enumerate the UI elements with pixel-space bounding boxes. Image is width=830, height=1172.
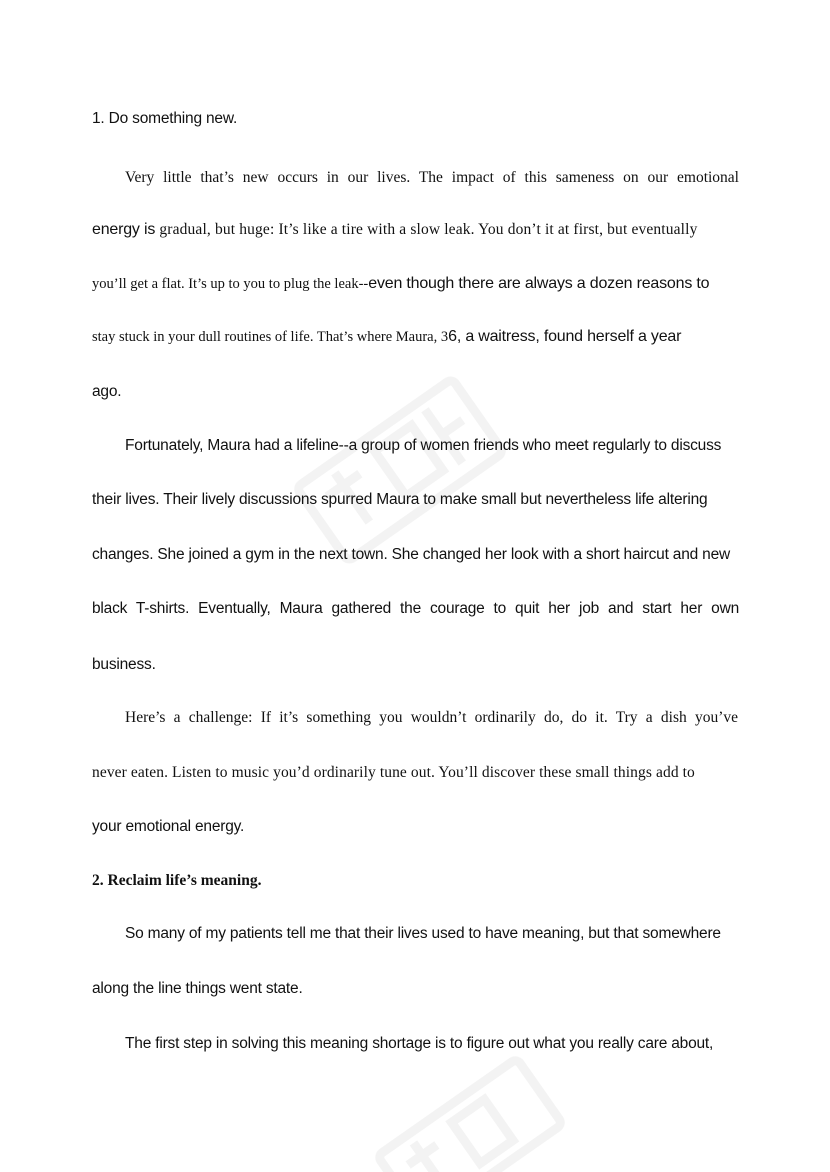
paragraph-2-line-1: Fortunately, Maura had a lifeline--a group of women friends who meet regularly to discuss bbox=[125, 437, 722, 454]
text-run: gradual, but huge: It’s like a tire with a slow leak. You don’t it at first, but eventually bbox=[159, 221, 698, 238]
paragraph-1-line-4 bbox=[92, 328, 681, 346]
paragraph-3-line-2: never eaten. Listen to music you’d ordinarily tune out. You’ll discover these small things add to bbox=[92, 764, 695, 781]
paragraph-2-line-3: changes. She joined a gym in the next town. She changed her look with a short haircut and new bbox=[92, 546, 730, 563]
paragraph-2-line-5: business. bbox=[92, 656, 156, 673]
paragraph-2-line-4 bbox=[92, 600, 739, 618]
paragraph-2-line-2: their lives. Their lively discussions spurred Maura to make small but nevertheless life altering bbox=[92, 491, 708, 508]
text-run: black T-shirts. Eventually, Maura gathered the courage to quit her job and start her own bbox=[92, 600, 739, 617]
text-run: stay stuck in your dull routines of life. That’s where Maura, 3 bbox=[92, 329, 449, 345]
paragraph-1-line-1 bbox=[125, 169, 739, 187]
text-run: Very little that’s new occurs in our lives. The impact of this sameness on our emotional bbox=[125, 169, 739, 186]
paragraph-5-line-1: The first step in solving this meaning shortage is to figure out what you really care about, bbox=[125, 1035, 714, 1052]
paragraph-4-line-2: along the line things went state. bbox=[92, 980, 303, 997]
paragraph-1-line-2 bbox=[92, 221, 738, 239]
section-heading-1: 1. Do something new. bbox=[92, 110, 238, 127]
paragraph-3-line-3: your emotional energy. bbox=[92, 818, 245, 835]
text-run: you’ll get a flat. It’s up to you to plug the leak-- bbox=[92, 276, 369, 292]
section-heading-2: 2. Reclaim life’s meaning. bbox=[92, 872, 262, 889]
text-run: energy is bbox=[92, 221, 160, 238]
text-run: even though there are always a dozen reasons to bbox=[368, 275, 710, 292]
paragraph-3-line-1 bbox=[125, 709, 738, 727]
paragraph-1-line-5: ago. bbox=[92, 383, 122, 400]
paragraph-4-line-1: So many of my patients tell me that their lives used to have meaning, but that somewhere bbox=[125, 925, 721, 942]
text-run: Here’s a challenge: If it’s something you wouldn’t ordinarily do, do it. Try a dish you’ve bbox=[125, 709, 738, 726]
text-run: 6, a waitress, found herself a year bbox=[448, 328, 682, 345]
paragraph-1-line-3 bbox=[92, 275, 709, 293]
